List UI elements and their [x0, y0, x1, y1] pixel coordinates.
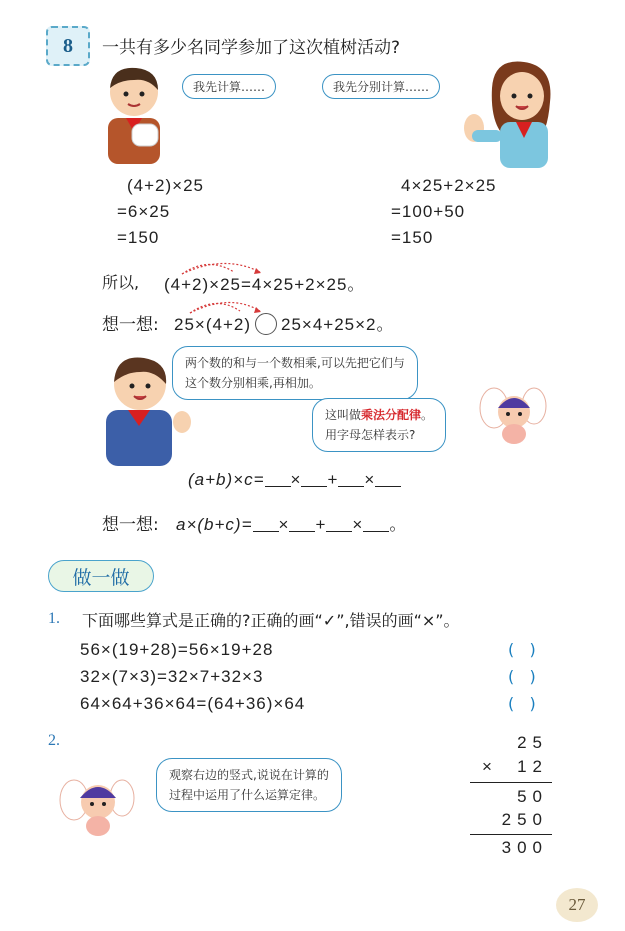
- angel-term-bubble: [312, 398, 446, 452]
- distributive-law-term: 乘法分配律: [361, 408, 422, 422]
- q1-item-2-answer[interactable]: ( ): [508, 667, 536, 686]
- vertical-result: 300: [501, 838, 548, 857]
- formula-1-blank-1[interactable]: [265, 472, 291, 487]
- conclusion-prefix: 所以,: [102, 273, 140, 292]
- angel-illustration: [478, 378, 548, 448]
- vertical-partial-2: 250: [501, 810, 548, 829]
- left-calc-line-3: =150: [117, 228, 160, 247]
- q1-number: 1.: [48, 610, 60, 627]
- formula-1-blank-3[interactable]: [338, 472, 364, 487]
- q1-item-3-answer[interactable]: ( ): [508, 694, 536, 713]
- conclusion-expression: (4+2)×25=4×25+2×25。: [164, 275, 366, 294]
- formula-1-times-2: ×: [364, 470, 376, 489]
- q1-text: 下面哪些算式是正确的?正确的画“✓”,错误的画“×”。: [82, 611, 460, 630]
- right-calc-line-1: 4×25+2×25: [401, 176, 497, 195]
- right-calc-line-3: =150: [391, 228, 434, 247]
- formula-2-times-2: ×: [352, 515, 364, 534]
- think-right-expr: 25×4+25×2。: [281, 315, 395, 334]
- q2-hint-line-1: 观察右边的竖式,说说在计算的: [169, 768, 329, 782]
- think-left-expr: 25×(4+2): [174, 315, 251, 334]
- left-calc-line-2: =6×25: [117, 202, 171, 221]
- girl-illustration: [462, 58, 562, 168]
- q1-item-1-answer[interactable]: ( ): [508, 640, 536, 659]
- angel-term-pre: 这叫做: [325, 408, 362, 422]
- q2-hint-bubble: [156, 758, 342, 812]
- page-number-badge: [556, 888, 598, 922]
- formula-2-times-1: ×: [278, 515, 290, 534]
- formula-2-blank-4[interactable]: [363, 517, 389, 532]
- formula-2-lhs: a×(b+c)=: [176, 515, 253, 534]
- q2-number: 2.: [48, 732, 60, 749]
- comparison-circle[interactable]: [255, 313, 277, 335]
- q1-item-2-expr: 32×(7×3)=32×7+32×3: [80, 667, 264, 686]
- rule-line-2: 这个数分别相乘,再相加。: [185, 376, 321, 390]
- formula-2-blank-2[interactable]: [289, 517, 315, 532]
- exercise-header: [48, 560, 154, 592]
- formula-1-blank-4[interactable]: [375, 472, 401, 487]
- vertical-partial-1: 50: [517, 787, 548, 806]
- boy-speech-bubble: [182, 74, 276, 99]
- angel-illustration-2: [58, 768, 138, 840]
- formula-2-period: 。: [389, 515, 408, 534]
- vertical-top-number: 25: [517, 733, 548, 752]
- q1-item-3-expr: 64×64+36×64=(64+36)×64: [80, 694, 306, 713]
- formula-1-blank-2[interactable]: [301, 472, 327, 487]
- problem-question: 一共有多少名同学参加了这次植树活动?: [102, 38, 401, 58]
- angel-term-post: 。: [421, 408, 434, 422]
- vertical-times-sign: ×: [482, 757, 492, 776]
- formula-2-blank-1[interactable]: [253, 517, 279, 532]
- q1-item-1-expr: 56×(19+28)=56×19+28: [80, 640, 274, 659]
- rule-explanation-bubble: [172, 346, 418, 400]
- angel-term-line-2: 用字母怎样表示?: [325, 428, 416, 442]
- exercise-header-text: 做一做: [72, 566, 130, 589]
- rule-line-1: 两个数的和与一个数相乘,可以先把它们与: [185, 356, 405, 370]
- formula-1-lhs: (a+b)×c=: [188, 470, 265, 489]
- vertical-line-2: [470, 834, 552, 835]
- boy-illustration: [92, 60, 176, 166]
- vertical-multiplier: 12: [517, 757, 548, 776]
- q2-hint-line-2: 过程中运用了什么运算定律。: [169, 788, 326, 802]
- right-calc-line-2: =100+50: [391, 202, 466, 221]
- angel-term-line-1: [325, 405, 433, 425]
- formula-2-plus: +: [315, 515, 327, 534]
- formula-2: [176, 510, 407, 535]
- think-label-2: 想一想:: [102, 515, 159, 535]
- page-number: 27: [568, 895, 586, 914]
- girl-speech-bubble: [322, 74, 440, 99]
- problem-number: 8: [63, 34, 73, 57]
- formula-1-times-1: ×: [290, 470, 302, 489]
- vertical-line-1: [470, 782, 552, 783]
- think-expression-1: [174, 310, 395, 335]
- girl-speech-text: 我先分别计算……: [333, 80, 430, 94]
- formula-1-plus: +: [327, 470, 339, 489]
- formula-1: [188, 470, 401, 490]
- left-calc-line-1: (4+2)×25: [127, 176, 204, 195]
- formula-2-blank-3[interactable]: [326, 517, 352, 532]
- boy-speech-text: 我先计算……: [193, 80, 266, 94]
- problem-number-badge: [46, 26, 90, 66]
- think-label-1: 想一想:: [102, 315, 159, 335]
